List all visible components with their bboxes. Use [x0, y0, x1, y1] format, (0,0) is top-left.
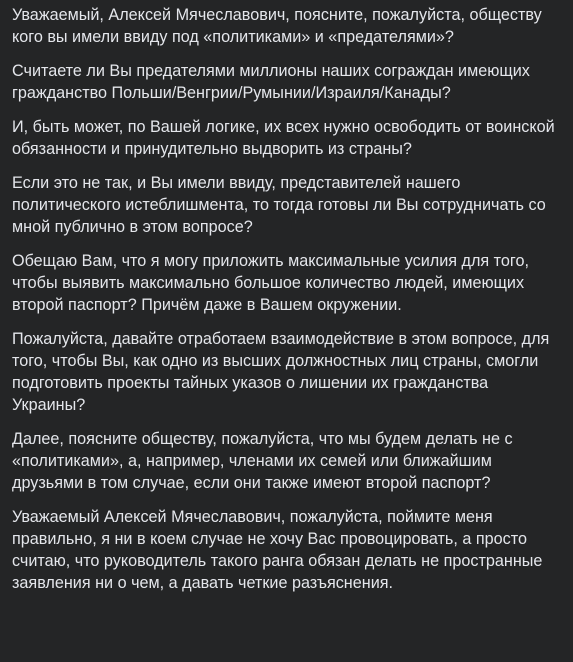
post-text	[12, 4, 564, 594]
post-paragraph-4: Если это не так, и Вы имели ввиду, представителей нашего политического истеблишмента, то тогда готовы ли Вы сотрудничать со мной публично в этом вопросе?	[12, 174, 546, 236]
post-paragraph-1: Уважаемый, Алексей Мячеславович, поясните, пожалуйста, обществу кого вы имели ввиду под «политиками» и «предателями»?	[12, 6, 542, 46]
post-paragraph-2: Считаете ли Вы предателями миллионы наших сограждан имеющих гражданство Польши/Венгрии/Румынии/Израиля/Канады?	[12, 62, 530, 102]
post-paragraph-3: И, быть может, по Вашей логике, их всех нужно освободить от воинской обязанности и принудительно выдворить из страны?	[12, 118, 555, 158]
post-paragraph-8: Уважаемый Алексей Мячеславович, пожалуйста, поймите меня правильно, я ни в коем случае не хочу Вас провоцировать, а просто считаю, что руководитель такого ранга обязан делать не пространные заявления ни о чем, а давать четкие разъяснения.	[12, 508, 543, 592]
post-paragraph-5: Обещаю Вам, что я могу приложить максимальные усилия для того, чтобы выявить максимально большое количество людей, имеющих второй паспорт? Причём даже в Вашем окружении.	[12, 252, 529, 314]
post-paragraph-7: Далее, поясните обществу, пожалуйста, что мы будем делать не с «политиками», а, например, членами их семей или ближайшим друзьями в том случае, если они также имеют второй паспорт?	[12, 430, 513, 492]
post-paragraph-6: Пожалуйста, давайте отработаем взаимодействие в этом вопросе, для того, чтобы Вы, как одно из высших должностных лиц страны, смогли подготовить проекты тайных указов о лишении их гражданства Украины?	[12, 330, 550, 414]
